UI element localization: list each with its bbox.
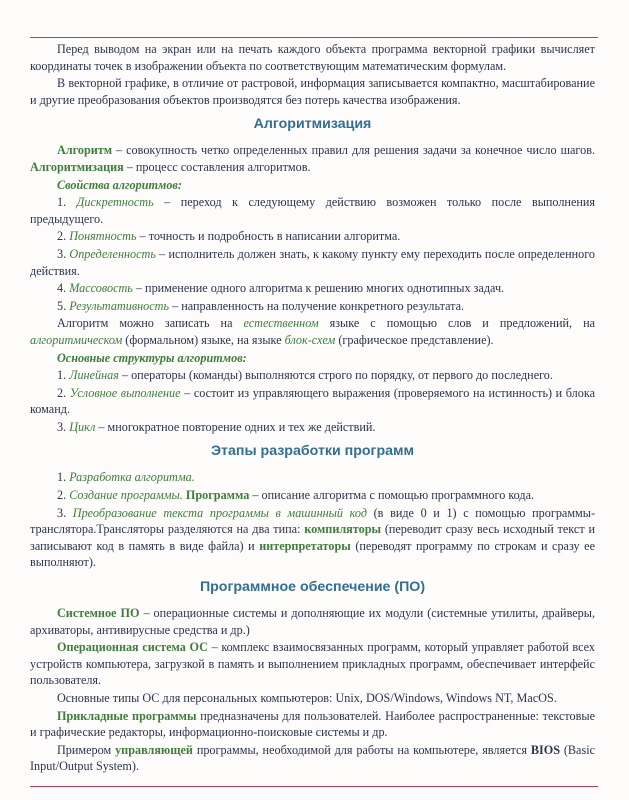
text-run: (формальном) языке, на языке (122, 332, 285, 347)
item-number: 3. (57, 505, 73, 520)
applications-paragraph (30, 708, 595, 741)
term-flowchart: блок-схем (284, 332, 336, 347)
property-item (30, 194, 595, 227)
section-heading-software: Программное обеспечение (ПО) (199, 579, 426, 596)
structure-term: Цикл (69, 419, 96, 434)
item-number: 1. (57, 470, 70, 485)
term-applications: Прикладные программы (57, 708, 197, 723)
stage-term: Разработка алгоритма. (69, 470, 195, 485)
stage-text: (переводят программу по строкам и сразу ее выполняют). (30, 538, 595, 570)
property-term: Массовость (69, 281, 133, 296)
page-content (30, 41, 595, 776)
property-term: Результативность (69, 298, 170, 313)
item-number: 2. (57, 385, 70, 400)
term-bios: BIOS (530, 742, 560, 757)
property-text: – исполнитель должен знать, к какому пункту ему переходить после определенного действия. (30, 246, 595, 278)
item-number: 4. (57, 281, 70, 296)
properties-title: Свойства алгоритмов: (57, 177, 182, 192)
stage-item (30, 487, 595, 504)
stage-item (30, 469, 595, 486)
stage-text: – описание алгоритма с помощью программного кода. (249, 488, 535, 503)
intro-paragraph-1: Перед выводом на экран или на печать каждого объекта программа векторной графики вычисляет координаты точек в изображении объекта по соответствующим математическим формулам. (30, 42, 595, 73)
section-heading-dev-stages: Этапы разработки программ (210, 443, 415, 460)
text-run: (графическое представление). (335, 332, 494, 347)
text-run: программы, необходимой для работы на компьютере, является (192, 742, 531, 757)
text-run: предназначены для пользователей. Наиболее распространенные: текстовые и графические редакторы, информационно-поисковые системы и др. (30, 708, 595, 740)
item-number: 3. (57, 419, 70, 434)
property-item (30, 228, 595, 245)
definition-text-2: – процесс составления алгоритмов. (123, 159, 311, 174)
algorithm-record-paragraph (30, 315, 595, 348)
intro-paragraph-2: В векторной графике, в отличие от растровой, информация записывается компактно, масштабирование и другие преобразования объектов производятся без потерь качества изображения. (30, 76, 595, 107)
text-run: Примером (57, 742, 116, 757)
algorithm-definition (30, 142, 595, 175)
property-term: Дискретность (76, 195, 154, 210)
structure-term: Линейная (69, 368, 119, 383)
bios-paragraph (30, 742, 595, 775)
os-types-paragraph: Основные типы ОС для персональных компьютеров: Unix, DOS/Windows, Windows NT, MacOS. (57, 691, 557, 705)
property-term: Определенность (69, 246, 156, 261)
term-control: управляющей (115, 742, 193, 757)
property-text: – точность и подробность в написании алгоритма. (136, 229, 401, 244)
item-number: 2. (57, 488, 70, 503)
term-algorithm: Алгоритм (57, 143, 113, 158)
structure-text: – состоит из управляющего выражения (проверяемого на истинность) и блока команд. (30, 385, 596, 417)
stage-text: (переводит сразу весь исходный текст и записывают код в память в виде файла) и (30, 522, 595, 553)
structure-item (30, 419, 595, 436)
term-operating-system: Операционная система ОС (57, 640, 208, 655)
property-term: Понятность (69, 229, 137, 244)
term-system-software: Системное ПО (57, 606, 140, 621)
item-number: 1. (57, 368, 70, 383)
structure-text: – многократное повторение одних и тех же действий. (95, 419, 376, 434)
property-item (30, 298, 595, 315)
term-interpreters: интерпретаторы (259, 538, 351, 553)
structures-title: Основные структуры алгоритмов: (57, 350, 247, 365)
property-text: – применение одного алгоритма к решению многих однотипных задач. (132, 281, 505, 296)
property-text: – направленность на получение конкретного результата. (169, 298, 465, 313)
term-compilers: компиляторы (304, 522, 381, 537)
term-algorithmization: Алгоритмизация (30, 159, 124, 174)
item-number: 2. (57, 229, 70, 244)
stage-item (30, 505, 595, 571)
property-item (30, 246, 595, 279)
property-text: – переход к следующему действию возможен только после выполнения предыдущего. (30, 195, 596, 226)
stage-text: (в виде 0 и 1) с помощью программы-транслятора.Трансляторы разделяются на два типа: (30, 505, 595, 537)
structure-text: – операторы (команды) выполняются строго по порядку, от первого до последнего. (118, 368, 553, 383)
item-number: 5. (57, 298, 70, 313)
system-software-paragraph (30, 605, 595, 638)
section-heading-algorithmization: Алгоритмизация (253, 116, 372, 133)
term-program: Программа (185, 488, 250, 503)
text-run: языке с помощью слов и предложений, на (318, 316, 595, 331)
structure-item (30, 385, 595, 418)
text-run: – комплекс взаимосвязанных программ, который управляет работой всех устройств компьютера, загрузкой в память и выполнением прикладных программ, обеспечивает интерфейс пользователя. (30, 640, 595, 688)
stage-term: Преобразование текста программы в машинный код (72, 505, 367, 520)
text-run: (Basic Input/Output System). (30, 742, 595, 774)
structure-item (30, 367, 595, 384)
term-algorithmic: алгоритмическом (30, 332, 123, 347)
os-paragraph (30, 639, 595, 689)
stage-term: Создание программы. (69, 488, 183, 503)
item-number: 3. (57, 246, 70, 261)
top-rule (30, 37, 598, 38)
definition-text: – совокупность четко определенных правил для решения задачи за конечное число шагов. (112, 143, 595, 158)
text-run: – операционные системы и дополняющие их модули (системные утилиты, драйверы, архиваторы, антивирусные средства и др.) (30, 606, 595, 637)
structure-term: Условное выполнение (69, 385, 181, 400)
item-number: 1. (57, 195, 77, 210)
property-item (30, 280, 595, 297)
bottom-rule (30, 786, 598, 787)
text-run: Алгоритм можно записать на (57, 316, 244, 331)
term-natural: естественном (243, 316, 319, 331)
